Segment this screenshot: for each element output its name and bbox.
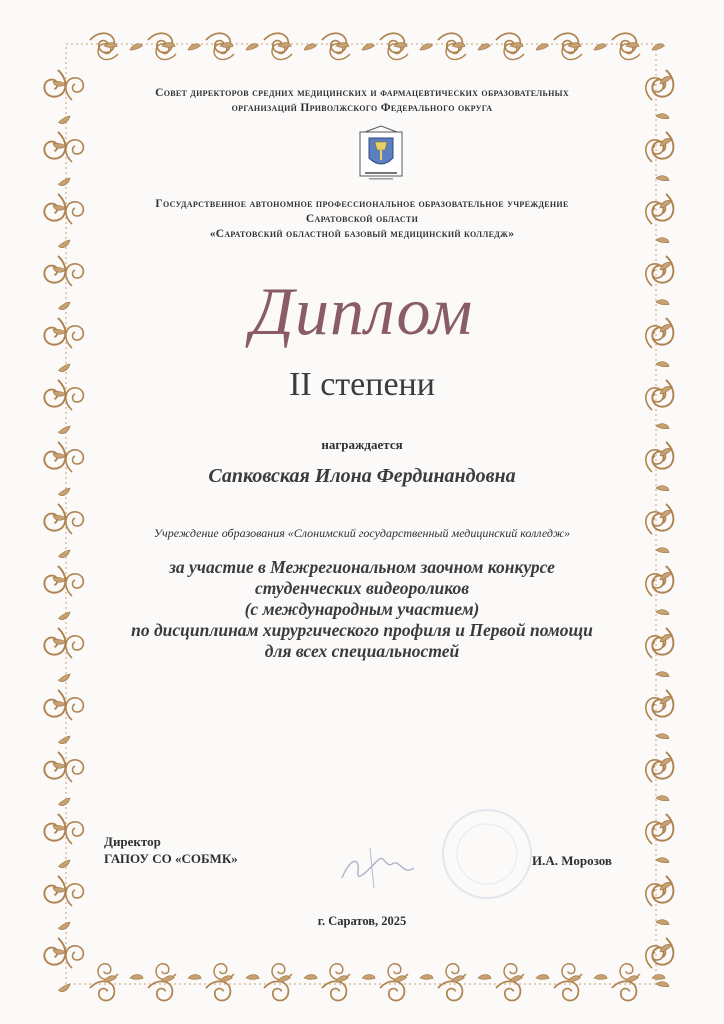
institution-header <box>0 197 724 242</box>
place-date: г. Саратов, 2025 <box>317 914 407 928</box>
recipient-institution: Учреждение образования «Слонимский государственный медицинский колледж» <box>153 526 571 540</box>
director-title-block <box>104 833 238 867</box>
reason-line-1: за участие в Межрегиональном заочном конкурсе <box>169 557 555 577</box>
award-reason <box>0 557 724 662</box>
faint-stamp <box>432 804 542 904</box>
director-title: Директор <box>104 834 161 849</box>
institution-line-2: Саратовской области <box>305 213 419 225</box>
diploma-degree: II степени <box>289 366 435 403</box>
council-header <box>0 86 724 116</box>
institution-line-1: Государственное автономное профессиональное образовательное учреждение <box>155 198 569 210</box>
council-line-2: организаций Приволжского Федерального округа <box>231 102 493 114</box>
diploma-title: Диплом <box>250 273 474 349</box>
college-emblem-icon <box>359 124 403 182</box>
reason-line-2: студенческих видеороликов <box>254 578 470 598</box>
recipient-name: Сапковская Илона Фердинандовна <box>208 465 516 487</box>
director-organization: ГАПОУ СО «СОБМК» <box>104 851 238 866</box>
council-line-1: Совет директоров средних медицинских и фармацевтических образовательных <box>155 87 569 99</box>
reason-line-4: по дисциплинам хирургического профиля и Первой помощи <box>131 620 593 640</box>
border-bottom-ornament <box>90 964 666 1001</box>
institution-line-3: «Саратовский областной базовый медицинский колледж» <box>209 228 515 240</box>
signer-name: И.А. Морозов <box>532 853 612 868</box>
director-signature <box>330 838 440 898</box>
awarded-label: награждается <box>321 437 403 452</box>
reason-line-5: для всех специальностей <box>264 641 460 661</box>
border-top-ornament <box>90 33 665 59</box>
reason-line-3: (с международным участием) <box>244 599 480 619</box>
